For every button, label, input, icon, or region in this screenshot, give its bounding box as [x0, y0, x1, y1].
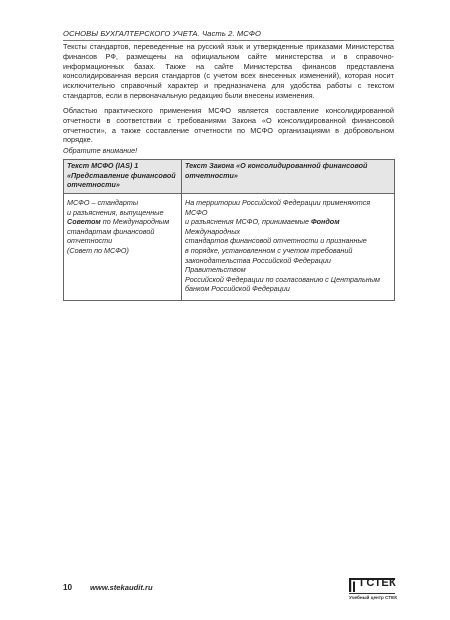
- stek-logo: [348, 576, 396, 606]
- bold-term-foundation: Фондом: [311, 217, 340, 227]
- site-url: www.stekaudit.ru: [90, 583, 153, 592]
- paragraph-standards-texts: Тексты стандартов, переведенные на русский язык и утвержденные приказами Министерства финансов РФ, размещены на официальном сайте министерства и в справочно-информационных базах. Также на сайте Министерства финансов представлена консолидированная версия стандартов (с учетом всех внесенных изменений), которая носит исключительно справочный характер и предназначена для удобства работы с текстом стандартов, если в первоначальную редакцию были внесены изменения.: [63, 42, 394, 100]
- cell-ias1-definition: МСФО – стандарты и разъяснения, выпущенные Советом по Международным стандартам финансовой отчетности (Совет по МСФО): [64, 194, 182, 301]
- header-rule: [63, 40, 394, 41]
- logo-wordmark: ГСТЕК: [360, 577, 397, 589]
- page-number: 10: [63, 583, 73, 592]
- header-consolidated-law: Текст Закона «О консолидированной финансовой отчетности»: [182, 160, 395, 194]
- table-header-row: [64, 160, 395, 194]
- bold-term-council: Советом: [67, 217, 101, 227]
- paragraph-ifrs-scope: Областью практического применения МСФО является составление консолидированной отчетности в соответствии с требованиями Закона «О консолидированной финансовой отчетности», а также составление отчетности по МСФО организациями в добровольном порядке.: [63, 106, 394, 145]
- attention-note: Обратите внимание!: [63, 146, 138, 155]
- cell-law-definition: На территории Российской Федерации применяются МСФО и разъяснения МСФО, принимаемые Фондом Международных стандартов финансовой отчетности и признанные в порядке, установленном с учетом требований законодательства Российской Федерации Правительством Российской Федерации по согласованию с Центральным банком Российской Федерации: [182, 194, 395, 301]
- running-header: ОСНОВЫ БУХГАЛТЕРСКОГО УЧЕТА. Часть 2. МСФО: [63, 29, 262, 38]
- logo-caption: Учебный центр СТЕК: [349, 595, 398, 600]
- header-ias1: Текст МСФО (IAS) 1 «Представление финансовой отчетности»: [64, 160, 182, 194]
- table-row: [64, 194, 395, 301]
- comparison-table: [63, 159, 395, 301]
